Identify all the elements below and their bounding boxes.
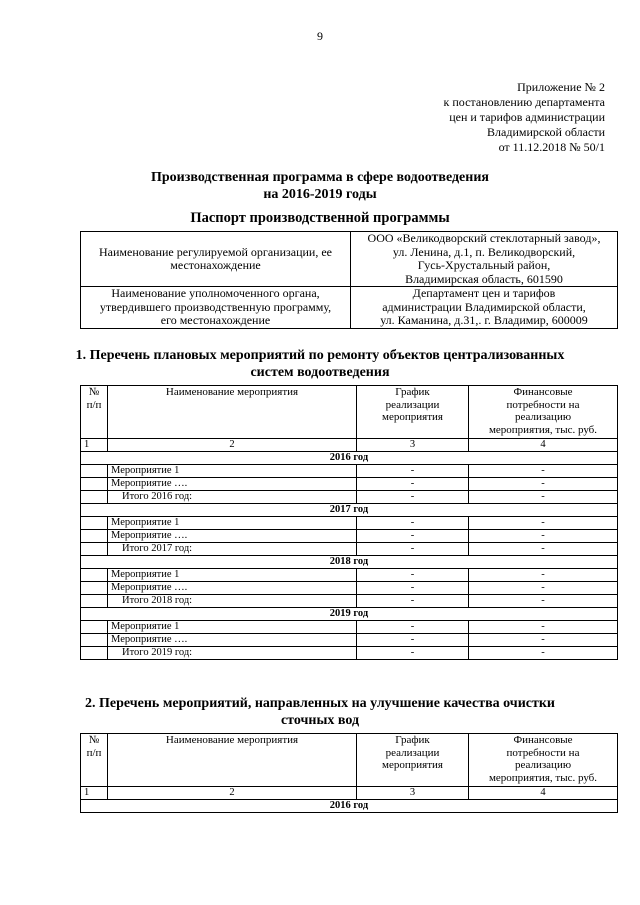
row-schedule: - <box>357 595 469 608</box>
cell-line: № <box>88 386 100 398</box>
row-schedule: - <box>357 582 469 595</box>
year-row <box>81 800 618 813</box>
cell-line: реализацию <box>514 411 572 423</box>
row-number <box>81 634 108 647</box>
column-number: 1 <box>81 439 108 452</box>
title-line: Производственная программа в сфере водоотведения <box>151 170 489 185</box>
row-finance: - <box>469 465 618 478</box>
section-title-line: сточных вод <box>280 713 360 728</box>
row-schedule: - <box>357 634 469 647</box>
column-number-row <box>81 787 618 800</box>
row-number <box>81 478 108 491</box>
table-row <box>81 517 618 530</box>
cell-line: администрации Владимирской области, <box>382 299 586 314</box>
section1-table <box>80 385 618 660</box>
row-finance: - <box>469 478 618 491</box>
row-name: Мероприятие 1 <box>108 569 357 582</box>
row-finance: - <box>469 582 618 595</box>
row-total-label: Итого 2016 год: <box>108 491 357 504</box>
cell-line: График <box>395 734 430 746</box>
appendix-line: к постановлению департамента <box>443 95 605 109</box>
appendix-line: от 11.12.2018 № 50/1 <box>498 140 605 154</box>
row-schedule: - <box>357 543 469 556</box>
header-schedule <box>357 386 469 439</box>
page-number: 9 <box>317 29 323 43</box>
row-finance: - <box>469 621 618 634</box>
table-row <box>81 595 618 608</box>
appendix-block <box>420 80 605 155</box>
table-row <box>81 621 618 634</box>
cell-line: ул. Каманина, д.31,. г. Владимир, 600009 <box>380 313 588 327</box>
document-title <box>0 169 640 203</box>
cell-line: потребности на <box>506 746 580 759</box>
passport-row <box>81 232 618 287</box>
row-number <box>81 621 108 634</box>
year-row <box>81 504 618 517</box>
row-schedule: - <box>357 530 469 543</box>
header-name <box>108 386 357 439</box>
cell-line: Финансовые <box>513 734 573 746</box>
row-name: Мероприятие …. <box>108 478 357 491</box>
table-row <box>81 582 618 595</box>
cell-line: Наименование мероприятия <box>165 386 299 398</box>
table-row <box>81 543 618 556</box>
row-schedule: - <box>357 647 469 660</box>
header-num <box>81 386 108 439</box>
cell-line: Наименование уполномоченного органа, <box>111 286 320 300</box>
cell-line: График <box>395 386 430 398</box>
row-finance: - <box>469 543 618 556</box>
row-number <box>81 582 108 595</box>
column-number: 4 <box>469 787 618 800</box>
column-number: 2 <box>108 787 357 800</box>
passport-value <box>351 287 618 329</box>
title-line: на 2016-2019 годы <box>263 187 377 202</box>
row-name: Мероприятие …. <box>108 582 357 595</box>
row-name: Мероприятие 1 <box>108 517 357 530</box>
cell-line: Наименование регулируемой организации, ее <box>99 244 332 259</box>
table-row <box>81 634 618 647</box>
section-title-line: 1. Перечень плановых мероприятий по ремонту объектов централизованных <box>75 348 565 363</box>
cell-line: утвердившего производственную программу, <box>99 299 332 314</box>
section2-title <box>0 695 640 729</box>
passport-row <box>81 287 618 329</box>
row-finance: - <box>469 517 618 530</box>
row-total-label: Итого 2019 год: <box>108 647 357 660</box>
row-schedule: - <box>357 621 469 634</box>
row-number <box>81 465 108 478</box>
table-row <box>81 647 618 660</box>
column-number: 2 <box>108 439 357 452</box>
cell-line: реализации <box>385 398 440 411</box>
cell-line: п/п <box>86 746 102 759</box>
cell-line: п/п <box>86 398 102 411</box>
year-row <box>81 556 618 569</box>
row-number <box>81 491 108 504</box>
year-label: 2016 год <box>81 452 618 465</box>
cell-line: мероприятия <box>382 759 443 771</box>
column-number: 1 <box>81 787 108 800</box>
row-finance: - <box>469 595 618 608</box>
cell-line: Департамент цен и тарифов <box>412 286 556 300</box>
column-number: 3 <box>357 787 469 800</box>
header-finance <box>469 734 618 787</box>
column-number-row <box>81 439 618 452</box>
table-row <box>81 465 618 478</box>
cell-line: ул. Ленина, д.1, п. Великодворский, <box>392 244 576 259</box>
row-finance: - <box>469 569 618 582</box>
row-number <box>81 517 108 530</box>
year-row <box>81 452 618 465</box>
appendix-line: Приложение № 2 <box>517 80 605 94</box>
passport-table <box>80 231 618 329</box>
table-row <box>81 478 618 491</box>
table-row <box>81 569 618 582</box>
row-number <box>81 530 108 543</box>
column-number: 4 <box>469 439 618 452</box>
row-schedule: - <box>357 478 469 491</box>
row-finance: - <box>469 647 618 660</box>
header-num <box>81 734 108 787</box>
row-total-label: Итого 2018 год: <box>108 595 357 608</box>
header-schedule <box>357 734 469 787</box>
row-number <box>81 543 108 556</box>
cell-line: реализацию <box>514 759 572 771</box>
row-finance: - <box>469 530 618 543</box>
row-name: Мероприятие …. <box>108 634 357 647</box>
table-row <box>81 491 618 504</box>
row-schedule: - <box>357 569 469 582</box>
row-finance: - <box>469 491 618 504</box>
cell-line: потребности на <box>506 398 580 411</box>
section2-table <box>80 733 618 813</box>
passport-label <box>81 287 351 329</box>
row-finance: - <box>469 634 618 647</box>
row-schedule: - <box>357 465 469 478</box>
passport-value <box>351 232 618 287</box>
cell-line: мероприятия, тыс. руб. <box>488 423 598 436</box>
cell-line: его местонахождение <box>160 313 271 327</box>
section1-title <box>0 347 640 381</box>
column-number: 3 <box>357 439 469 452</box>
section-title-line: систем водоотведения <box>250 365 390 380</box>
row-number <box>81 647 108 660</box>
cell-line: Гусь-Хрустальный район, <box>417 258 551 272</box>
row-number <box>81 595 108 608</box>
table-row <box>81 530 618 543</box>
appendix-line: Владимирской области <box>487 125 605 139</box>
section-title-line: 2. Перечень мероприятий, направленных на улучшение качества очистки <box>84 696 555 711</box>
cell-line: Наименование мероприятия <box>165 734 299 746</box>
row-schedule: - <box>357 517 469 530</box>
row-schedule: - <box>357 491 469 504</box>
year-label: 2018 год <box>81 556 618 569</box>
year-label: 2019 год <box>81 608 618 621</box>
year-label: 2017 год <box>81 504 618 517</box>
row-name: Мероприятие 1 <box>108 621 357 634</box>
row-total-label: Итого 2017 год: <box>108 543 357 556</box>
cell-line: мероприятия, тыс. руб. <box>488 771 598 784</box>
table-header-row <box>81 734 618 787</box>
appendix-line: цен и тарифов администрации <box>449 110 605 124</box>
cell-line: мероприятия <box>382 411 443 423</box>
row-number <box>81 569 108 582</box>
header-finance <box>469 386 618 439</box>
cell-line: Владимирская область, 601590 <box>405 271 563 286</box>
cell-line: Финансовые <box>513 386 573 398</box>
row-name: Мероприятие 1 <box>108 465 357 478</box>
cell-line: ООО «Великодворский стеклотарный завод», <box>367 231 601 245</box>
cell-line: местонахождение <box>170 258 261 272</box>
passport-heading: Паспорт производственной программы <box>190 210 450 226</box>
year-label: 2016 год <box>81 800 618 813</box>
year-row <box>81 608 618 621</box>
header-name <box>108 734 357 787</box>
passport-label <box>81 232 351 287</box>
cell-line: реализации <box>385 746 440 759</box>
row-name: Мероприятие …. <box>108 530 357 543</box>
table-header-row <box>81 386 618 439</box>
cell-line: № <box>88 734 100 746</box>
